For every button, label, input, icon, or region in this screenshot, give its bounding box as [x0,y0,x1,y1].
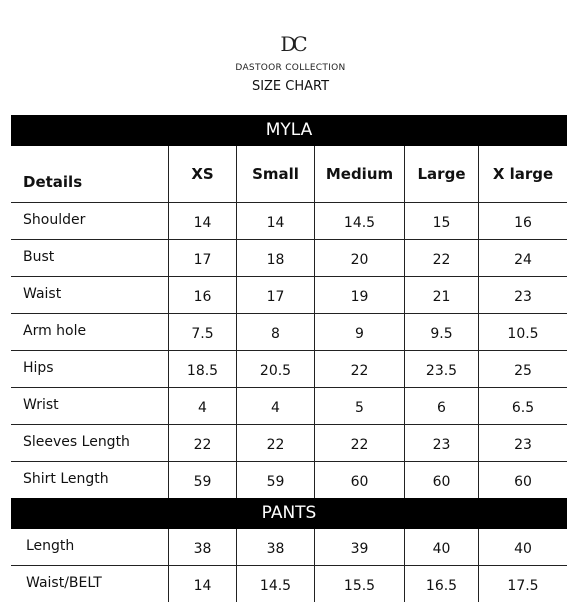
table-cell: 23 [404,425,478,461]
table-cell: 4 [236,388,314,424]
section-title-pants: PANTS [11,498,567,529]
size-chart-table [11,115,567,602]
table-cell: 6 [404,388,478,424]
table-cell: 22 [314,425,404,461]
table-cell: 38 [168,529,236,565]
table-cell: 22 [168,425,236,461]
table-cell: 40 [404,529,478,565]
section-title-myla: MYLA [11,115,567,146]
table-cell: 23 [478,425,567,461]
table-cell: 17 [236,277,314,313]
row-label: Waist [23,286,62,302]
table-cell: 6.5 [478,388,567,424]
table-row [11,388,567,425]
table-cell: 10.5 [478,314,567,350]
table-cell: 22 [404,240,478,276]
column-header: Details [23,173,83,191]
table-cell: 16 [478,203,567,239]
row-label: Waist/BELT [26,575,102,591]
table-cell: 60 [404,462,478,498]
table-cell: 8 [236,314,314,350]
table-cell: 16.5 [404,566,478,602]
column-header: Medium [314,146,404,202]
table-cell: 15 [404,203,478,239]
table-cell: 23.5 [404,351,478,387]
table-cell: 18 [236,240,314,276]
table-cell: 22 [236,425,314,461]
table-cell: 9 [314,314,404,350]
table-row [11,462,567,498]
row-label: Bust [23,249,55,265]
table-cell: 22 [314,351,404,387]
column-header: X large [478,146,567,202]
table-cell: 16 [168,277,236,313]
table-cell: 17.5 [478,566,567,602]
table-cell: 14 [236,203,314,239]
table-row [11,203,567,240]
table-cell: 38 [236,529,314,565]
column-header: Large [404,146,478,202]
table-cell: 7.5 [168,314,236,350]
row-label: Sleeves Length [23,434,130,450]
table-cell: 59 [236,462,314,498]
table-cell: 14 [168,203,236,239]
table-cell: 24 [478,240,567,276]
brand-name: DASTOOR COLLECTION [235,63,346,73]
table-cell: 14.5 [314,203,404,239]
table-cell: 14 [168,566,236,602]
table-row [11,277,567,314]
table-cell: 15.5 [314,566,404,602]
table-cell: 17 [168,240,236,276]
table-cell: 20 [314,240,404,276]
row-label: Shirt Length [23,471,109,487]
table-cell: 19 [314,277,404,313]
table-row [11,566,567,602]
row-label: Shoulder [23,212,86,228]
row-label: Wrist [23,397,59,413]
table-header-row [11,146,567,203]
column-header: Small [236,146,314,202]
table-row [11,314,567,351]
row-label: Length [26,538,75,554]
table-cell: 39 [314,529,404,565]
row-label: Arm hole [23,323,87,339]
column-header: XS [168,146,236,202]
table-cell: 18.5 [168,351,236,387]
row-label: Hips [23,360,54,376]
table-cell: 4 [168,388,236,424]
table-cell: 5 [314,388,404,424]
table-cell: 60 [478,462,567,498]
table-cell: 21 [404,277,478,313]
table-cell: 14.5 [236,566,314,602]
table-cell: 40 [478,529,567,565]
table-row [11,240,567,277]
table-row [11,351,567,388]
table-row [11,529,567,566]
table-cell: 9.5 [404,314,478,350]
table-row [11,425,567,462]
table-cell: 59 [168,462,236,498]
page-title: SIZE CHART [251,79,330,94]
brand-logo: DC [280,32,304,56]
table-cell: 60 [314,462,404,498]
table-cell: 20.5 [236,351,314,387]
table-cell: 25 [478,351,567,387]
table-cell: 23 [478,277,567,313]
